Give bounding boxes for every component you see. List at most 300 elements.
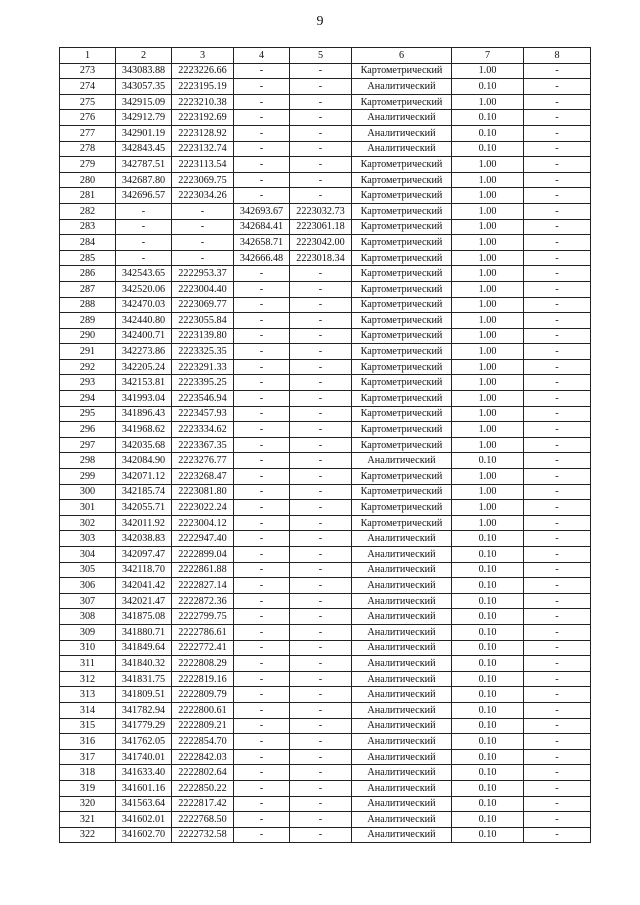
accuracy-cell: 1.00 — [452, 484, 524, 500]
accuracy-cell: 1.00 — [452, 297, 524, 313]
method-cell: Картометрический — [352, 469, 452, 485]
description-cell: - — [524, 281, 591, 297]
description-cell: - — [524, 656, 591, 672]
accuracy-cell: 0.10 — [452, 110, 524, 126]
accuracy-cell: 0.10 — [452, 578, 524, 594]
y-coord-cell: 2222953.37 — [172, 266, 234, 282]
description-cell: - — [524, 297, 591, 313]
y-coord-cell: 2223195.19 — [172, 79, 234, 95]
method-cell: Картометрический — [352, 359, 452, 375]
y-new-cell: - — [290, 391, 352, 407]
method-cell: Картометрический — [352, 203, 452, 219]
x-coord-cell: 342273.86 — [116, 344, 172, 360]
y-new-cell: - — [290, 313, 352, 329]
y-coord-cell: 2223395.25 — [172, 375, 234, 391]
table-row — [60, 749, 591, 765]
x-coord-cell: 341740.01 — [116, 749, 172, 765]
accuracy-cell: 0.10 — [452, 593, 524, 609]
table-row — [60, 94, 591, 110]
description-cell: - — [524, 157, 591, 173]
accuracy-cell: 0.10 — [452, 671, 524, 687]
y-coord-cell: 2223069.77 — [172, 297, 234, 313]
description-cell: - — [524, 63, 591, 79]
y-coord-cell: 2223457.93 — [172, 406, 234, 422]
description-cell: - — [524, 578, 591, 594]
description-cell: - — [524, 765, 591, 781]
point-number-cell: 280 — [60, 172, 116, 188]
y-coord-cell: 2222809.79 — [172, 687, 234, 703]
method-cell: Аналитический — [352, 79, 452, 95]
accuracy-cell: 0.10 — [452, 796, 524, 812]
x-new-cell: - — [234, 484, 290, 500]
description-cell: - — [524, 250, 591, 266]
description-cell: - — [524, 313, 591, 329]
x-coord-cell: 341809.51 — [116, 687, 172, 703]
x-coord-cell: 342915.09 — [116, 94, 172, 110]
method-cell: Картометрический — [352, 515, 452, 531]
point-number-cell: 294 — [60, 391, 116, 407]
description-cell: - — [524, 391, 591, 407]
method-cell: Картометрический — [352, 172, 452, 188]
description-cell: - — [524, 609, 591, 625]
y-new-cell: - — [290, 609, 352, 625]
method-cell: Картометрический — [352, 266, 452, 282]
point-number-cell: 283 — [60, 219, 116, 235]
method-cell: Аналитический — [352, 531, 452, 547]
x-new-cell: - — [234, 125, 290, 141]
table-row — [60, 796, 591, 812]
point-number-cell: 310 — [60, 640, 116, 656]
y-coord-cell: - — [172, 219, 234, 235]
x-coord-cell: 342470.03 — [116, 297, 172, 313]
y-new-cell: - — [290, 780, 352, 796]
point-number-cell: 308 — [60, 609, 116, 625]
accuracy-cell: 1.00 — [452, 437, 524, 453]
y-new-cell: - — [290, 297, 352, 313]
method-cell: Аналитический — [352, 734, 452, 750]
x-coord-cell: 342543.65 — [116, 266, 172, 282]
x-coord-cell: 341875.08 — [116, 609, 172, 625]
y-coord-cell: 2222808.29 — [172, 656, 234, 672]
x-new-cell: - — [234, 687, 290, 703]
x-new-cell: - — [234, 79, 290, 95]
table-row — [60, 281, 591, 297]
method-cell: Картометрический — [352, 437, 452, 453]
x-coord-cell: 342153.81 — [116, 375, 172, 391]
method-cell: Аналитический — [352, 718, 452, 734]
method-cell: Аналитический — [352, 812, 452, 828]
table-row — [60, 469, 591, 485]
method-cell: Аналитический — [352, 796, 452, 812]
method-cell: Картометрический — [352, 391, 452, 407]
table-row — [60, 702, 591, 718]
y-new-cell: - — [290, 375, 352, 391]
point-number-cell: 317 — [60, 749, 116, 765]
x-new-cell: - — [234, 344, 290, 360]
y-coord-cell: 2222772.41 — [172, 640, 234, 656]
x-coord-cell: 342035.68 — [116, 437, 172, 453]
table-row — [60, 313, 591, 329]
x-new-cell: - — [234, 63, 290, 79]
coordinates-table — [59, 47, 591, 843]
x-new-cell: - — [234, 375, 290, 391]
page-number: 9 — [316, 14, 324, 29]
point-number-cell: 315 — [60, 718, 116, 734]
method-cell: Аналитический — [352, 702, 452, 718]
table-row — [60, 640, 591, 656]
method-cell: Аналитический — [352, 110, 452, 126]
description-cell: - — [524, 422, 591, 438]
column-header: 1 — [60, 48, 116, 64]
x-new-cell: - — [234, 313, 290, 329]
accuracy-cell: 0.10 — [452, 656, 524, 672]
accuracy-cell: 1.00 — [452, 344, 524, 360]
table-row — [60, 593, 591, 609]
point-number-cell: 312 — [60, 671, 116, 687]
method-cell: Картометрический — [352, 235, 452, 251]
x-coord-cell: 342901.19 — [116, 125, 172, 141]
y-coord-cell: 2222899.04 — [172, 547, 234, 563]
column-header: 2 — [116, 48, 172, 64]
x-new-cell: - — [234, 141, 290, 157]
y-new-cell: 2223061.18 — [290, 219, 352, 235]
method-cell: Аналитический — [352, 125, 452, 141]
table-row — [60, 734, 591, 750]
method-cell: Аналитический — [352, 780, 452, 796]
accuracy-cell: 1.00 — [452, 157, 524, 173]
description-cell: - — [524, 780, 591, 796]
y-coord-cell: 2223325.35 — [172, 344, 234, 360]
point-number-cell: 302 — [60, 515, 116, 531]
description-cell: - — [524, 406, 591, 422]
x-new-cell: - — [234, 328, 290, 344]
y-coord-cell: 2223268.47 — [172, 469, 234, 485]
x-new-cell: - — [234, 157, 290, 173]
point-number-cell: 304 — [60, 547, 116, 563]
description-cell: - — [524, 437, 591, 453]
point-number-cell: 278 — [60, 141, 116, 157]
point-number-cell: 289 — [60, 313, 116, 329]
table-row — [60, 437, 591, 453]
description-cell: - — [524, 500, 591, 516]
table-row — [60, 484, 591, 500]
table-row — [60, 266, 591, 282]
method-cell: Аналитический — [352, 578, 452, 594]
y-new-cell: 2223032.73 — [290, 203, 352, 219]
accuracy-cell: 0.10 — [452, 624, 524, 640]
description-cell: - — [524, 547, 591, 563]
x-new-cell: - — [234, 453, 290, 469]
x-new-cell: - — [234, 500, 290, 516]
y-new-cell: - — [290, 515, 352, 531]
table-row — [60, 391, 591, 407]
y-coord-cell: 2222799.75 — [172, 609, 234, 625]
x-new-cell: - — [234, 266, 290, 282]
point-number-cell: 318 — [60, 765, 116, 781]
description-cell: - — [524, 266, 591, 282]
accuracy-cell: 0.10 — [452, 453, 524, 469]
table-row — [60, 141, 591, 157]
accuracy-cell: 0.10 — [452, 687, 524, 703]
x-coord-cell: 341779.29 — [116, 718, 172, 734]
y-new-cell: 2223042.00 — [290, 235, 352, 251]
accuracy-cell: 0.10 — [452, 79, 524, 95]
accuracy-cell: 1.00 — [452, 500, 524, 516]
description-cell: - — [524, 172, 591, 188]
x-coord-cell: 341633.40 — [116, 765, 172, 781]
table-row — [60, 375, 591, 391]
method-cell: Аналитический — [352, 609, 452, 625]
method-cell: Картометрический — [352, 500, 452, 516]
method-cell: Аналитический — [352, 562, 452, 578]
x-coord-cell: - — [116, 203, 172, 219]
point-number-cell: 281 — [60, 188, 116, 204]
x-new-cell: - — [234, 578, 290, 594]
y-new-cell: - — [290, 469, 352, 485]
y-new-cell: - — [290, 593, 352, 609]
y-coord-cell: 2223210.38 — [172, 94, 234, 110]
table-row — [60, 718, 591, 734]
description-cell: - — [524, 812, 591, 828]
table-row — [60, 250, 591, 266]
x-new-cell: - — [234, 624, 290, 640]
description-cell: - — [524, 141, 591, 157]
table-row — [60, 125, 591, 141]
y-new-cell: - — [290, 63, 352, 79]
description-cell: - — [524, 94, 591, 110]
description-cell: - — [524, 749, 591, 765]
table-row — [60, 812, 591, 828]
method-cell: Аналитический — [352, 671, 452, 687]
y-coord-cell: 2223128.92 — [172, 125, 234, 141]
x-new-cell: - — [234, 515, 290, 531]
x-coord-cell: 341880.71 — [116, 624, 172, 640]
x-coord-cell: 342440.80 — [116, 313, 172, 329]
y-new-cell: - — [290, 734, 352, 750]
y-new-cell: - — [290, 624, 352, 640]
y-new-cell: - — [290, 827, 352, 843]
x-coord-cell: 342097.47 — [116, 547, 172, 563]
accuracy-cell: 1.00 — [452, 172, 524, 188]
point-number-cell: 287 — [60, 281, 116, 297]
point-number-cell: 299 — [60, 469, 116, 485]
column-header: 4 — [234, 48, 290, 64]
description-cell: - — [524, 203, 591, 219]
x-new-cell: - — [234, 749, 290, 765]
point-number-cell: 296 — [60, 422, 116, 438]
method-cell: Картометрический — [352, 313, 452, 329]
point-number-cell: 297 — [60, 437, 116, 453]
method-cell: Аналитический — [352, 593, 452, 609]
accuracy-cell: 0.10 — [452, 734, 524, 750]
table-row — [60, 500, 591, 516]
table-row — [60, 63, 591, 79]
method-cell: Картометрический — [352, 328, 452, 344]
accuracy-cell: 1.00 — [452, 250, 524, 266]
method-cell: Аналитический — [352, 749, 452, 765]
table-row — [60, 515, 591, 531]
y-coord-cell: 2223367.35 — [172, 437, 234, 453]
point-number-cell: 319 — [60, 780, 116, 796]
x-coord-cell: 342696.57 — [116, 188, 172, 204]
accuracy-cell: 0.10 — [452, 640, 524, 656]
accuracy-cell: 0.10 — [452, 562, 524, 578]
y-new-cell: - — [290, 281, 352, 297]
point-number-cell: 305 — [60, 562, 116, 578]
point-number-cell: 293 — [60, 375, 116, 391]
point-number-cell: 275 — [60, 94, 116, 110]
x-new-cell: - — [234, 827, 290, 843]
point-number-cell: 295 — [60, 406, 116, 422]
accuracy-cell: 0.10 — [452, 609, 524, 625]
accuracy-cell: 1.00 — [452, 313, 524, 329]
accuracy-cell: 1.00 — [452, 391, 524, 407]
y-new-cell: - — [290, 656, 352, 672]
accuracy-cell: 0.10 — [452, 547, 524, 563]
accuracy-cell: 0.10 — [452, 827, 524, 843]
description-cell: - — [524, 375, 591, 391]
point-number-cell: 284 — [60, 235, 116, 251]
x-new-cell: - — [234, 406, 290, 422]
table-row — [60, 780, 591, 796]
point-number-cell: 314 — [60, 702, 116, 718]
x-coord-cell: 342912.79 — [116, 110, 172, 126]
accuracy-cell: 1.00 — [452, 94, 524, 110]
method-cell: Аналитический — [352, 141, 452, 157]
point-number-cell: 291 — [60, 344, 116, 360]
x-new-cell: - — [234, 609, 290, 625]
y-new-cell: - — [290, 531, 352, 547]
table-row — [60, 203, 591, 219]
y-new-cell: - — [290, 344, 352, 360]
accuracy-cell: 1.00 — [452, 359, 524, 375]
method-cell: Аналитический — [352, 640, 452, 656]
x-new-cell: - — [234, 547, 290, 563]
x-new-cell: 342684.41 — [234, 219, 290, 235]
point-number-cell: 290 — [60, 328, 116, 344]
y-coord-cell: 2223334.62 — [172, 422, 234, 438]
y-new-cell: - — [290, 188, 352, 204]
y-new-cell: - — [290, 484, 352, 500]
x-coord-cell: 343083.88 — [116, 63, 172, 79]
method-cell: Картометрический — [352, 219, 452, 235]
accuracy-cell: 0.10 — [452, 749, 524, 765]
y-coord-cell: 2222861.88 — [172, 562, 234, 578]
description-cell: - — [524, 718, 591, 734]
x-new-cell: - — [234, 780, 290, 796]
table-row — [60, 157, 591, 173]
table-row — [60, 765, 591, 781]
description-cell: - — [524, 734, 591, 750]
method-cell: Картометрический — [352, 188, 452, 204]
x-new-cell: - — [234, 562, 290, 578]
x-new-cell: - — [234, 359, 290, 375]
table-row — [60, 453, 591, 469]
y-coord-cell: 2222854.70 — [172, 734, 234, 750]
column-header: 7 — [452, 48, 524, 64]
y-coord-cell: - — [172, 235, 234, 251]
y-new-cell: - — [290, 94, 352, 110]
x-coord-cell: 341968.62 — [116, 422, 172, 438]
table-row — [60, 172, 591, 188]
x-coord-cell: 342021.47 — [116, 593, 172, 609]
y-coord-cell: 2222802.64 — [172, 765, 234, 781]
x-coord-cell: 342520.06 — [116, 281, 172, 297]
header-row — [60, 48, 591, 64]
method-cell: Картометрический — [352, 484, 452, 500]
y-new-cell: - — [290, 687, 352, 703]
description-cell: - — [524, 79, 591, 95]
accuracy-cell: 0.10 — [452, 531, 524, 547]
table-row — [60, 609, 591, 625]
y-coord-cell: 2223034.26 — [172, 188, 234, 204]
table-row — [60, 422, 591, 438]
accuracy-cell: 1.00 — [452, 406, 524, 422]
x-coord-cell: 342055.71 — [116, 500, 172, 516]
x-new-cell: - — [234, 702, 290, 718]
y-new-cell: - — [290, 437, 352, 453]
y-new-cell: - — [290, 718, 352, 734]
x-coord-cell: 341563.64 — [116, 796, 172, 812]
description-cell: - — [524, 125, 591, 141]
x-new-cell: 342658.71 — [234, 235, 290, 251]
accuracy-cell: 1.00 — [452, 515, 524, 531]
accuracy-cell: 1.00 — [452, 219, 524, 235]
x-new-cell: - — [234, 391, 290, 407]
x-coord-cell: 342185.74 — [116, 484, 172, 500]
x-new-cell: 342693.67 — [234, 203, 290, 219]
accuracy-cell: 1.00 — [452, 63, 524, 79]
table-row — [60, 219, 591, 235]
point-number-cell: 273 — [60, 63, 116, 79]
y-coord-cell: 2223022.24 — [172, 500, 234, 516]
x-new-cell: - — [234, 812, 290, 828]
point-number-cell: 311 — [60, 656, 116, 672]
accuracy-cell: 0.10 — [452, 125, 524, 141]
point-number-cell: 300 — [60, 484, 116, 500]
method-cell: Картометрический — [352, 375, 452, 391]
accuracy-cell: 1.00 — [452, 469, 524, 485]
y-new-cell: - — [290, 812, 352, 828]
x-new-cell: - — [234, 422, 290, 438]
x-coord-cell: 343057.35 — [116, 79, 172, 95]
accuracy-cell: 0.10 — [452, 718, 524, 734]
x-new-cell: - — [234, 593, 290, 609]
method-cell: Аналитический — [352, 765, 452, 781]
method-cell: Аналитический — [352, 656, 452, 672]
y-new-cell: - — [290, 141, 352, 157]
accuracy-cell: 1.00 — [452, 328, 524, 344]
y-coord-cell: 2222809.21 — [172, 718, 234, 734]
y-new-cell: - — [290, 172, 352, 188]
x-coord-cell: 342011.92 — [116, 515, 172, 531]
x-coord-cell: 341762.05 — [116, 734, 172, 750]
point-number-cell: 309 — [60, 624, 116, 640]
x-coord-cell: - — [116, 250, 172, 266]
point-number-cell: 286 — [60, 266, 116, 282]
point-number-cell: 313 — [60, 687, 116, 703]
description-cell: - — [524, 469, 591, 485]
accuracy-cell: 1.00 — [452, 375, 524, 391]
y-new-cell: - — [290, 578, 352, 594]
x-new-cell: 342666.48 — [234, 250, 290, 266]
point-number-cell: 285 — [60, 250, 116, 266]
point-number-cell: 321 — [60, 812, 116, 828]
table-row — [60, 671, 591, 687]
y-new-cell: - — [290, 328, 352, 344]
point-number-cell: 288 — [60, 297, 116, 313]
description-cell: - — [524, 110, 591, 126]
